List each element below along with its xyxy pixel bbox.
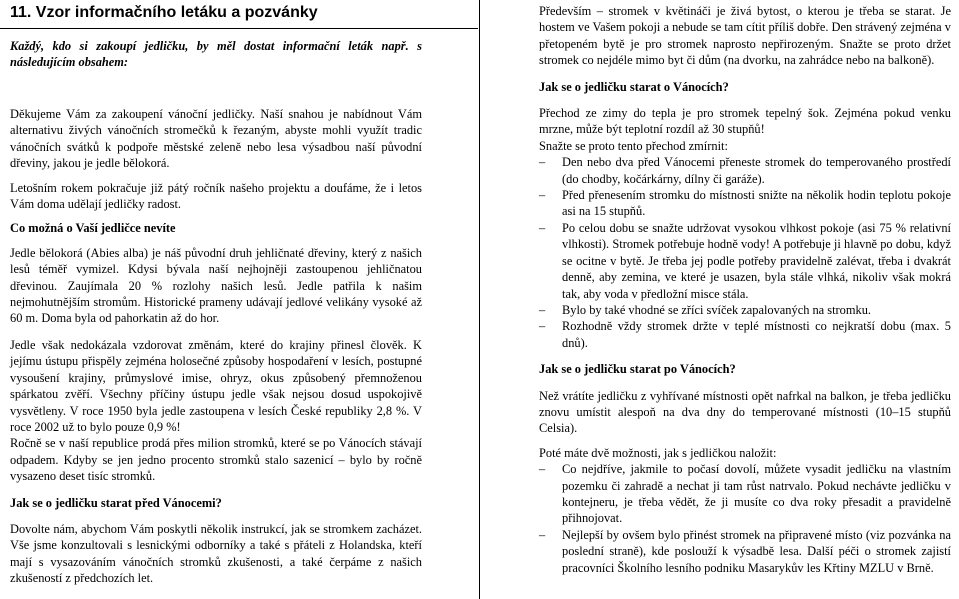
paragraph-instructions: Dovolte nám, abychom Vám poskytli několik instrukcí, jak se stromkem zacházet. Vše jsme konzultovali s lesnickými odborníky a také s přáteli z Holandska, kteří mají s vysazováním vánočních stromků zkušenosti, a také čerpáme z našich zkušeností z předchozích let.	[10, 521, 422, 586]
heading-before-christmas: Jak se o jedličku starat před Vánocemi?	[10, 495, 222, 510]
list-christmas-care	[539, 154, 951, 351]
paragraph-project: Letošním rokem pokračuje již pátý ročník našeho projektu a doufáme, že i letos Vám doma udělají jedličky radost.	[10, 180, 422, 212]
paragraph-mitigate: Snažte se proto tento přechod zmírnit:	[539, 138, 728, 153]
heading-after-christmas: Jak se o jedličku starat po Vánocích?	[539, 362, 736, 377]
paragraph-living-tree: Především – stromek v květináči je živá bytost, o kterou je třeba se starat. Je hostem ve Vašem pokoji a nebude se tam cítit příliš dobře. Den strávený zejména v přetopeném bytě je pro stromek naprosto nepřirozeným. Snažte se proto držet stromek co nejdéle mimo byt či dům (na dvorku, na zahrádce nebo na balkoně).	[539, 4, 951, 68]
heading-during-christmas: Jak se o jedličku starat o Vánocích?	[539, 79, 729, 94]
list-item: – Den nebo dva před Vánocemi přeneste stromek do temperovaného prostředí (do chodby, kočárkárny, dílny či garáže).	[539, 154, 951, 187]
list-item: – Před přenesením stromku do místnosti snižte na několik hodin teplotu pokoje asi na 15 stupňů.	[539, 187, 951, 220]
leaflet-right-body	[539, 3, 951, 576]
paragraph-thanks: Děkujeme Vám za zakoupení vánoční jedličky. Naší snahou je nabídnout Vám alternativu živých vánočních stromečků k řezaným, abyste mohli využít tradic vánočních svátků k podpoře městské zeleně nebo lesa výsadbou naší původní dřeviny, jakou je jedle bělokorá.	[10, 107, 422, 171]
title-underline	[0, 28, 478, 29]
paragraph-options: Poté máte dvě možnosti, jak s jedličkou naložit:	[539, 445, 777, 460]
paragraph-yearly-sales: Ročně se v naší republice prodá přes milion stromků, které se po Vánocích stávají odpadem. Kdyby se jen jedno procento stromků stalo sazenicí – bylo by ročně vysazeno deset tisíc stromků.	[10, 436, 422, 484]
list-after-options	[539, 461, 951, 576]
list-item: – Nejlepší by ovšem bylo přinést stromek na připravené místo (viz pozvánka na poslední straně), kde poslouží k výsadbě lesa. Další péči o stromek zajistí pracovníci Školního lesního podniku Masarykův les Křtiny MZLU v Brně.	[539, 527, 951, 576]
list-item: – Co nejdříve, jakmile to počasí dovolí, můžete vysadit jedličku na vlastním pozemku či zahradě a nechat ji tam růst natrvalo. Pokud nechávte jedličku v kontejneru, je třeba vědět, že ji musíte co dva roky přesadit a pravidelně přihnojovat.	[539, 461, 951, 527]
list-item: – Bylo by také vhodné se zříci svíček zapalovaných na stromku.	[539, 302, 951, 318]
page-title: 11. Vzor informačního letáku a pozvánky	[10, 4, 318, 21]
column-divider	[479, 0, 480, 599]
paragraph-decline: Jedle však nedokázala vzdorovat změnám, které do krajiny přinesl člověk. K jejímu ústupu přispěly zejména holosečné způsoby hospodaření v lesích, postupné vysoušení krajiny, průmyslové imise, ohryz, okus způsobený přemnoženou spárkatou zvěří. Všechny příčiny ústupu jedle však nejsou dosud uspokojivě vysvětleny. V roce 1950 byla jedle zastoupena v lesích České republiky 2,8 %. V roce 2002 už to bylo pouze 0,9 %!	[10, 337, 422, 434]
leaflet-left-body	[10, 106, 422, 587]
paragraph-return-outside: Než vrátíte jedličku z vyhřívané místnosti opět nafrkal na balkon, je třeba jedličku znovu umístit alespoň na dva dny do temperované místnosti (10–15 stupňů Celsia).	[539, 388, 951, 436]
list-item: – Rozhodně vždy stromek držte v teplé místnosti co nejkratší dobu (max. 5 dnů).	[539, 318, 951, 351]
paragraph-heat-shock: Přechod ze zimy do tepla je pro stromek tepelný šok. Zejména pokud venku mrzne, může být teplotní rozdíl až 30 stupňů!	[539, 106, 951, 137]
heading-did-you-know: Co možná o Vaší jedličce nevíte	[10, 221, 176, 236]
intro-text: Každý, kdo si zakoupí jedličku, by měl dostat informační leták např. s následujícím obsahem:	[10, 39, 422, 70]
paragraph-fir-species: Jedle bělokorá (Abies alba) je náš původní druh jehličnaté dřeviny, který z našich lesů téměř vymizel. Kdysi bývala naší nejhojněji zastoupenou jehličnatou dřevinou. Zaujímala 20 % rozlohy našich lesů. Jedle patřila k našim nejmohutnějším stromům. Historické prameny udávají jedlové velikány vysoké až 60 m. Doma byla od pahorkatin až do hor.	[10, 245, 422, 326]
list-item: – Po celou dobu se snažte udržovat vysokou vlhkost pokoje (asi 75 % relativní vlhkosti). Stromek potřebuje hodně vody! A potřebuje ji hlavně po dobu, když se ocitne v bytě. Je třeba jej podle potřeby pravidelně zalévat, třeba i dvakrát denně, aby zemina, ve které je usazen, byla stále vlhká, nikoliv však mokrá tak, aby voda v předložní misce stála.	[539, 220, 951, 302]
